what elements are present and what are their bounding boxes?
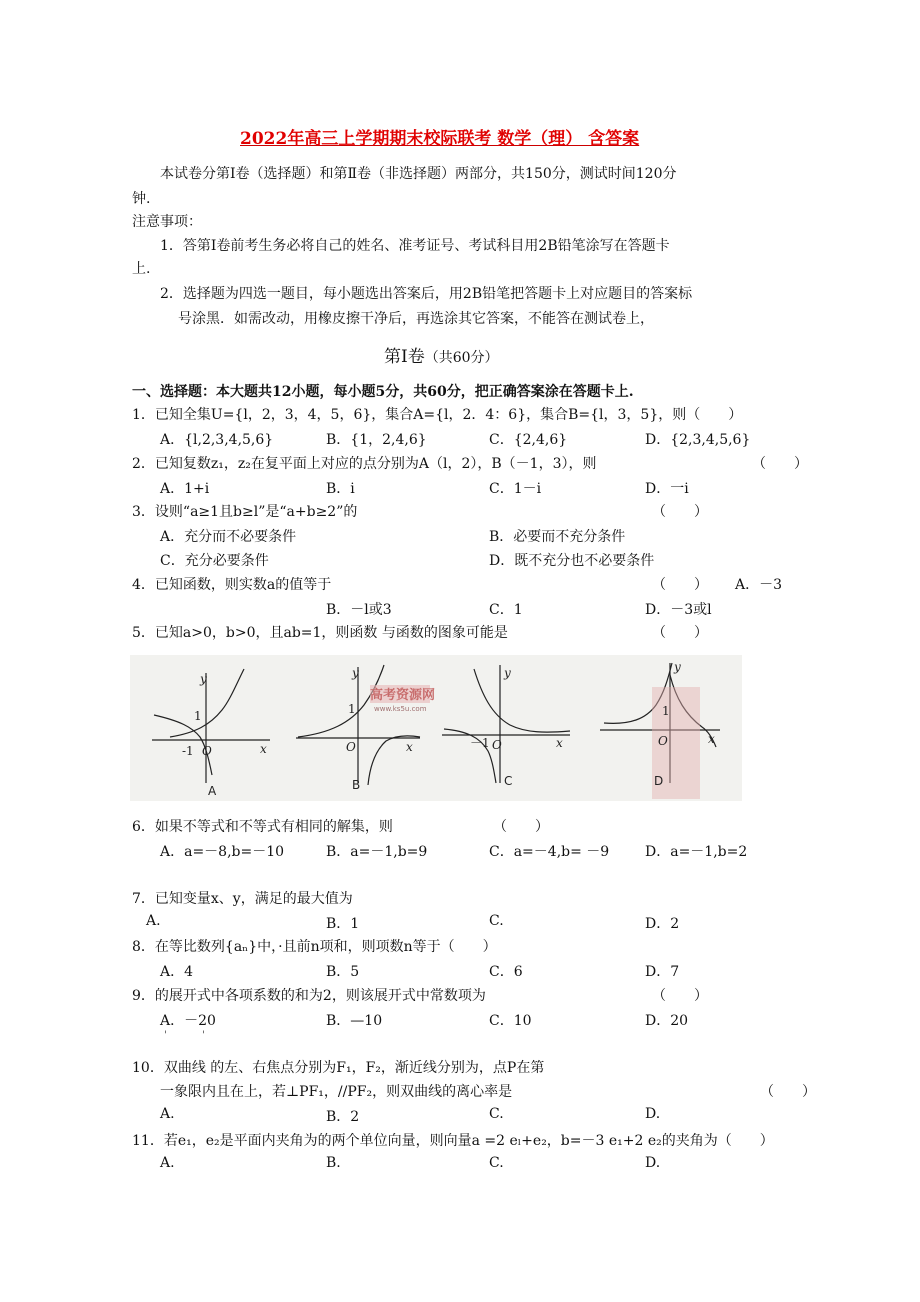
q4-option-b[interactable]: B．－l或3: [326, 602, 392, 618]
q3-answer-paren: （ ）: [652, 504, 708, 520]
q11-option-d[interactable]: D.: [645, 1155, 661, 1171]
q6-option-b[interactable]: B．a=－1,b=9: [326, 844, 428, 860]
q6-answer-paren: （ ）: [493, 819, 549, 835]
watermark-url: www.ks5u.com: [374, 705, 427, 713]
note-2-line-1: 2．选择题为四选一题目，每小题选出答案后，用2B铅笔把答题卡上对应题目的答案标: [160, 286, 693, 302]
q3-option-b[interactable]: B．必要而不充分条件: [489, 529, 626, 545]
graph-a-x-label: x: [260, 742, 267, 756]
q5-graph-strip: [130, 655, 742, 801]
graph-a-origin: O: [202, 744, 212, 758]
q5-graphs: [130, 655, 742, 801]
q2-stem: 2．已知复数z₁，z₂在复平面上对应的点分别为A（l，2），B（－1，3），则: [132, 456, 597, 472]
q9-option-d[interactable]: D．20: [645, 1013, 689, 1029]
q10-option-d[interactable]: D.: [645, 1106, 661, 1122]
q10-option-c[interactable]: C.: [489, 1106, 504, 1122]
q9-option-a[interactable]: A．－20: [160, 1013, 216, 1029]
part-1-heading: [384, 342, 499, 367]
q4-option-c[interactable]: C．1: [489, 602, 523, 618]
q2-option-c[interactable]: C．1－i: [489, 481, 542, 497]
q1-option-d[interactable]: D．{2,3,4,5,6}: [645, 432, 751, 448]
note-1-line-2: 上.: [132, 261, 151, 277]
graph-a-label: A: [208, 784, 217, 798]
graph-d-origin: O: [658, 734, 668, 748]
graph-b-one: 1: [348, 702, 356, 716]
part-1-title: 第Ⅰ卷: [384, 347, 425, 367]
q9-option-c[interactable]: C．10: [489, 1013, 532, 1029]
q10-stem-line-1: 10．双曲线 的左、右焦点分别为F₁，F₂，渐近线分别为，点P在第: [132, 1060, 545, 1076]
q2-answer-paren: （ ）: [752, 456, 808, 472]
q7-option-d[interactable]: D．2: [645, 916, 680, 932]
q1-stem: 1．已知全集U={l，2，3，4，5，6}，集合A={l，2．4：6}，集合B={l，3，5}，则（ ）: [132, 407, 743, 423]
q8-option-d[interactable]: D．7: [645, 964, 680, 980]
graph-b-origin: O: [346, 740, 356, 754]
q7-option-b[interactable]: B．1: [326, 916, 360, 932]
q11-option-c[interactable]: C.: [489, 1155, 504, 1171]
graph-a-neg1: -1: [182, 744, 194, 758]
q1-option-c[interactable]: C．{2,4,6}: [489, 432, 568, 448]
q11-option-a[interactable]: A.: [160, 1155, 175, 1171]
part-1-score: （共60分）: [424, 350, 499, 366]
q4-stem: 4．已知函数，则实数a的值等于: [132, 577, 332, 593]
q9-answer-paren: （ ）: [652, 988, 708, 1004]
stray-mark-2: ': [202, 1030, 205, 1041]
note-1-line-1: 1．答第Ⅰ卷前考生务必将自己的姓名、准考证号、考试科目用2B铅笔涂写在答题卡: [160, 238, 670, 254]
q11-option-b[interactable]: B.: [326, 1155, 341, 1171]
q3-option-d[interactable]: D．既不充分也不必要条件: [489, 553, 655, 569]
q4-option-a[interactable]: A．－3: [735, 577, 783, 593]
q8-stem: 8．在等比数列{aₙ}中，·且前n项和，则项数n等于（ ）: [132, 939, 497, 955]
watermark-text: 高考资源网: [370, 688, 436, 703]
q6-option-c[interactable]: C．a=－4,b= －9: [489, 844, 610, 860]
graph-b-y-label: y: [352, 666, 359, 680]
q3-option-c[interactable]: C．充分必要条件: [160, 553, 269, 569]
q10-answer-paren: （ ）: [760, 1084, 816, 1100]
q8-option-c[interactable]: C．6: [489, 964, 523, 980]
graph-c-neg1: －1: [470, 736, 490, 750]
graph-d-y-label: y: [674, 660, 681, 674]
q3-stem: 3．设则“a≥1且b≥l”是“a+b≥2”的: [132, 504, 358, 520]
graph-c-x-label: x: [556, 736, 563, 750]
q8-option-a[interactable]: A．4: [160, 964, 194, 980]
q10-stem-line-2: 一象限内且在上，若⊥PF₁，//PF₂，则双曲线的离心率是: [160, 1084, 513, 1100]
q1-option-a[interactable]: A．{l,2,3,4,5,6}: [160, 432, 274, 448]
q7-stem: 7．已知变量x、y，满足的最大值为: [132, 891, 353, 907]
q2-option-a[interactable]: A．1+i: [160, 481, 210, 497]
intro-line-1: 本试卷分第Ⅰ卷（选择题）和第Ⅱ卷（非选择题）两部分，共150分，测试时间120分: [160, 166, 677, 182]
q6-option-a[interactable]: A．a=－8,b=－10: [160, 844, 285, 860]
q4-answer-paren: （ ）: [652, 577, 708, 593]
q6-option-d[interactable]: D．a=－1,b=2: [645, 844, 748, 860]
graph-b: [296, 665, 420, 785]
q10-option-a[interactable]: A.: [160, 1106, 175, 1122]
graph-c-origin: O: [492, 738, 502, 752]
graph-a-one: 1: [194, 709, 202, 723]
page-title: 2022年高三上学期期末校际联考 数学（理） 含答案: [240, 129, 640, 149]
q6-stem: 6．如果不等式和不等式有相同的解集，则: [132, 819, 393, 835]
graph-c: [442, 665, 570, 783]
graph-c-y-label: y: [504, 666, 511, 680]
q8-option-b[interactable]: B．5: [326, 964, 360, 980]
q1-option-b[interactable]: B．{1，2,4,6}: [326, 432, 427, 448]
q4-option-d[interactable]: D．－3或l: [645, 602, 712, 618]
graph-b-x-label: x: [406, 740, 413, 754]
q9-option-b[interactable]: B．—10: [326, 1013, 383, 1029]
q11-stem: 11．若e₁，e₂是平面内夹角为的两个单位向量，则向量a =2 eₗ+e₂，b=－3 e₁+2 e₂的夹角为（ ）: [132, 1133, 774, 1149]
q7-option-c[interactable]: C.: [489, 913, 504, 929]
q7-option-a[interactable]: A.: [146, 913, 161, 929]
q2-option-d[interactable]: D．一i: [645, 481, 689, 497]
notes-heading: 注意事项：: [132, 214, 202, 230]
graph-a: [152, 669, 270, 783]
graph-d-one: 1: [662, 704, 670, 718]
note-2-line-2: 号涂黑．如需改动，用橡皮擦干净后，再选涂其它答案，不能答在测试卷上，: [178, 311, 654, 327]
q3-option-a[interactable]: A．充分而不必要条件: [160, 529, 297, 545]
graph-b-label: B: [352, 778, 361, 792]
section-1-heading: 一、选择题：本大题共12小题，每小题5分，共60分，把正确答案涂在答题卡上.: [132, 384, 634, 400]
graph-d-label: D: [654, 774, 664, 788]
q10-option-b[interactable]: B．2: [326, 1109, 360, 1125]
graph-c-label: C: [504, 774, 513, 788]
graph-d-x-label: x: [708, 732, 715, 746]
q2-option-b[interactable]: B．i: [326, 481, 355, 497]
q9-stem: 9．的展开式中各项系数的和为2，则该展开式中常数项为: [132, 988, 486, 1004]
stray-mark-1: ': [164, 1030, 167, 1041]
q5-stem: 5．已知a>0，b>0，且ab=1，则函数 与函数的图象可能是: [132, 625, 508, 641]
intro-line-2: 钟.: [132, 191, 151, 207]
graph-a-y-label: y: [200, 672, 207, 686]
q5-answer-paren: （ ）: [652, 625, 708, 641]
